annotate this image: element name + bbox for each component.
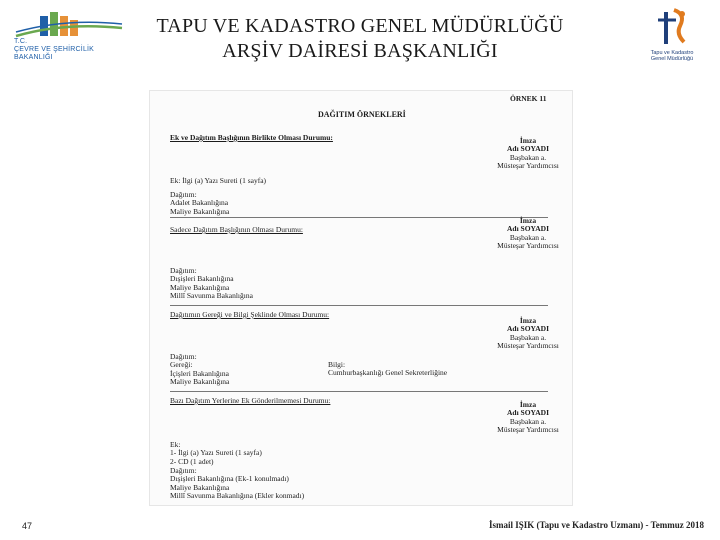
- section3-info: Bilgi: Cumhurbaşkanlığı Genel Sekreterliğine: [328, 360, 448, 378]
- ministry-logo: [14, 8, 124, 64]
- signature-block-3: İmza Adı SOYADI Başbakan a. Müsteşar Yardımcısı: [497, 316, 559, 351]
- section3-heading: Dağıtımın Gereği ve Bilgi Şeklinde Olması Durumu:: [170, 310, 330, 319]
- divider: [170, 305, 548, 306]
- document-page: [149, 90, 573, 506]
- section1-attachment: Ek: İlgi (a) Yazı Sureti (1 sayfa): [170, 176, 267, 185]
- title-line-1: TAPU VE KADASTRO GENEL MÜDÜRLÜĞÜ: [156, 15, 564, 37]
- section1-heading: Ek ve Dağıtım Başlığının Birlikte Olması Durumu:: [170, 133, 333, 142]
- ministry-name: T.C. ÇEVRE VE ŞEHİRCİLİK BAKANLIĞI: [14, 38, 95, 61]
- section2-distribution: Dağıtım: Dışişleri Bakanlığına Maliye Bakanlığına Millî Savunma Bakanlığına: [170, 266, 253, 301]
- section4-heading: Bazı Dağıtım Yerlerine Ek Gönderilmemesi Durumu:: [170, 396, 331, 405]
- divider: [170, 391, 548, 392]
- page-number: 47: [22, 521, 33, 531]
- org-logo: [636, 4, 708, 64]
- org-emblem-icon: [636, 4, 708, 50]
- page-title: [130, 14, 590, 64]
- section4-attachments: Ek: 1- İlgi (a) Yazı Sureti (1 sayfa) 2- CD (1 adet): [170, 440, 262, 466]
- document-title: DAĞITIM ÖRNEKLERİ: [318, 110, 406, 119]
- signature-block-4: İmza Adı SOYADI Başbakan a. Müsteşar Yardımcısı: [497, 400, 559, 435]
- signature-block-2: İmza Adı SOYADI Başbakan a. Müsteşar Yardımcısı: [497, 216, 559, 251]
- section2-heading: Sadece Dağıtım Başlığının Olması Durumu:: [170, 225, 303, 234]
- example-label: ÖRNEK 11: [510, 94, 547, 103]
- section1-distribution: Dağıtım: Adalet Bakanlığına Maliye Bakanlığına: [170, 190, 230, 216]
- title-line-2: ARŞİV DAİRESİ BAŞKANLIĞI: [222, 40, 498, 62]
- section3-distribution: Dağıtım: Gereği: İçişleri Bakanlığına Maliye Bakanlığına: [170, 352, 230, 387]
- footer-credit: İsmail IŞIK (Tapu ve Kadastro Uzmanı) - Temmuz 2018: [488, 520, 704, 530]
- signature-block-1: İmza Adı SOYADI Başbakan a. Müsteşar Yardımcısı: [497, 136, 559, 171]
- org-name: Tapu ve Kadastro Genel Müdürlüğü: [650, 50, 694, 62]
- ministry-emblem-icon: [14, 8, 124, 38]
- section4-distribution: Dağıtım: Dışişleri Bakanlığına (Ek-1 konulmadı) Maliye Bakanlığına Millî Savunma Bakanlığına (Ekler konmadı): [170, 466, 305, 501]
